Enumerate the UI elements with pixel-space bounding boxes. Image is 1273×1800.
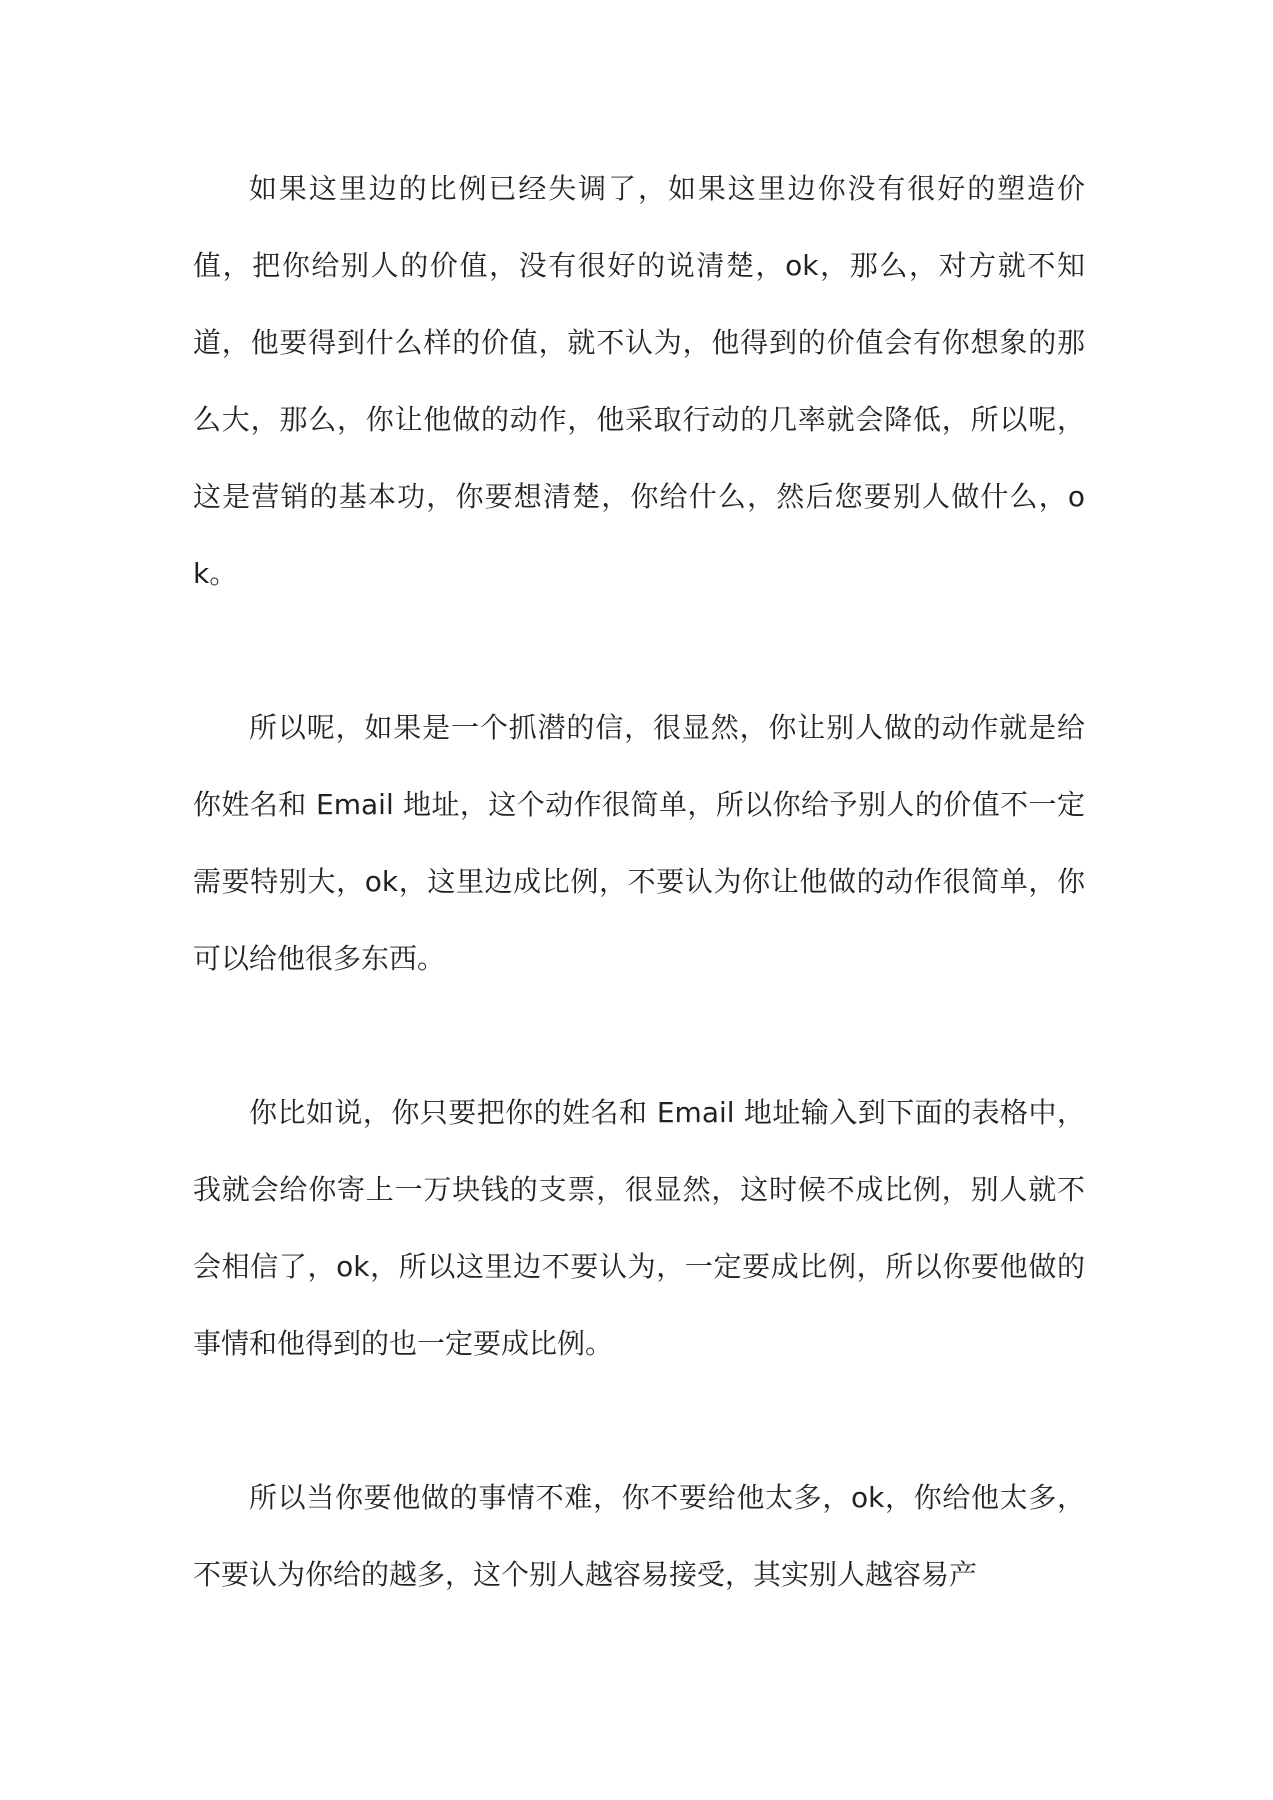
paragraph-3: 你比如说，你只要把你的姓名和 Email 地址输入到下面的表格中，我就会给你寄上一万块钱的支票，很显然，这时候不成比例，别人就不会相信了，ok，所以这里边不要认为，一定要成比例，所以你要他做的事情和他得到的也一定要成比例。 [193,1096,1085,1360]
paragraph-1: 如果这里边的比例已经失调了，如果这里边你没有很好的塑造价值，把你给别人的价值，没有很好的说清楚，ok，那么，对方就不知道，他要得到什么样的价值，就不认为，他得到的价值会有你想象的那么大，那么，你让他做的动作，他采取行动的几率就会降低，所以呢，这是营销的基本功，你要想清楚，你给什么，然后您要别人做什么，ok。 [193,172,1085,590]
document-body [193,150,1085,1690]
paragraph-2: 所以呢，如果是一个抓潜的信，很显然，你让别人做的动作就是给你姓名和 Email 地址，这个动作很简单，所以你给予别人的价值不一定需要特别大，ok，这里边成比例，不要认为你让他做的动作很简单，你可以给他很多东西。 [193,711,1085,975]
paragraph-4: 所以当你要他做的事情不难，你不要给他太多，ok，你给他太多，不要认为你给的越多，这个别人越容易接受，其实别人越容易产 [193,1481,1085,1591]
